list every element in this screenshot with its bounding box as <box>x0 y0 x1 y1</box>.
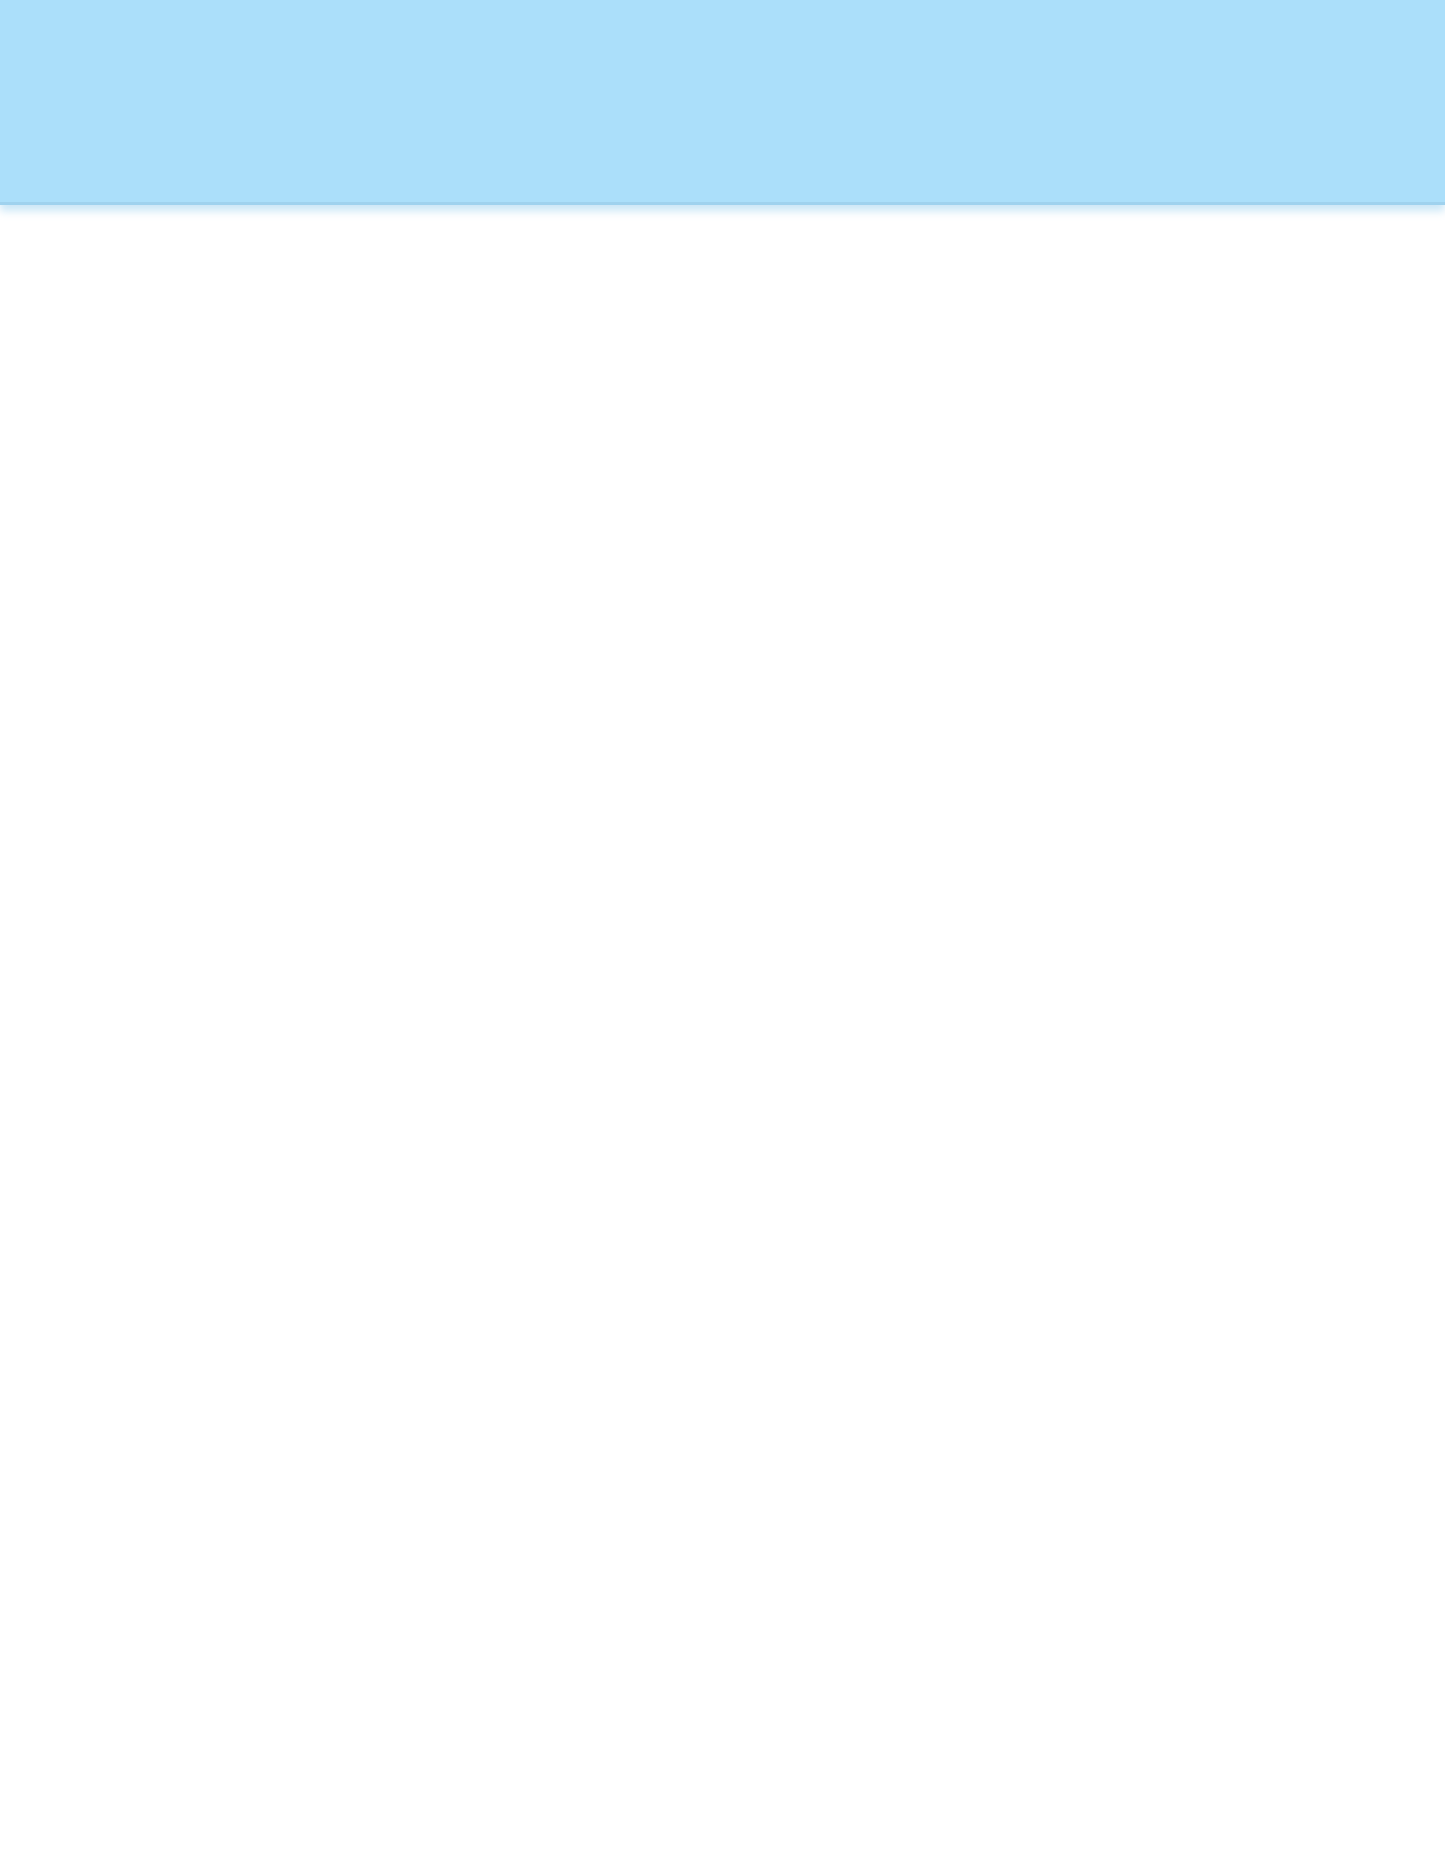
preface-banner <box>0 0 1445 205</box>
preface-content <box>0 205 1445 262</box>
